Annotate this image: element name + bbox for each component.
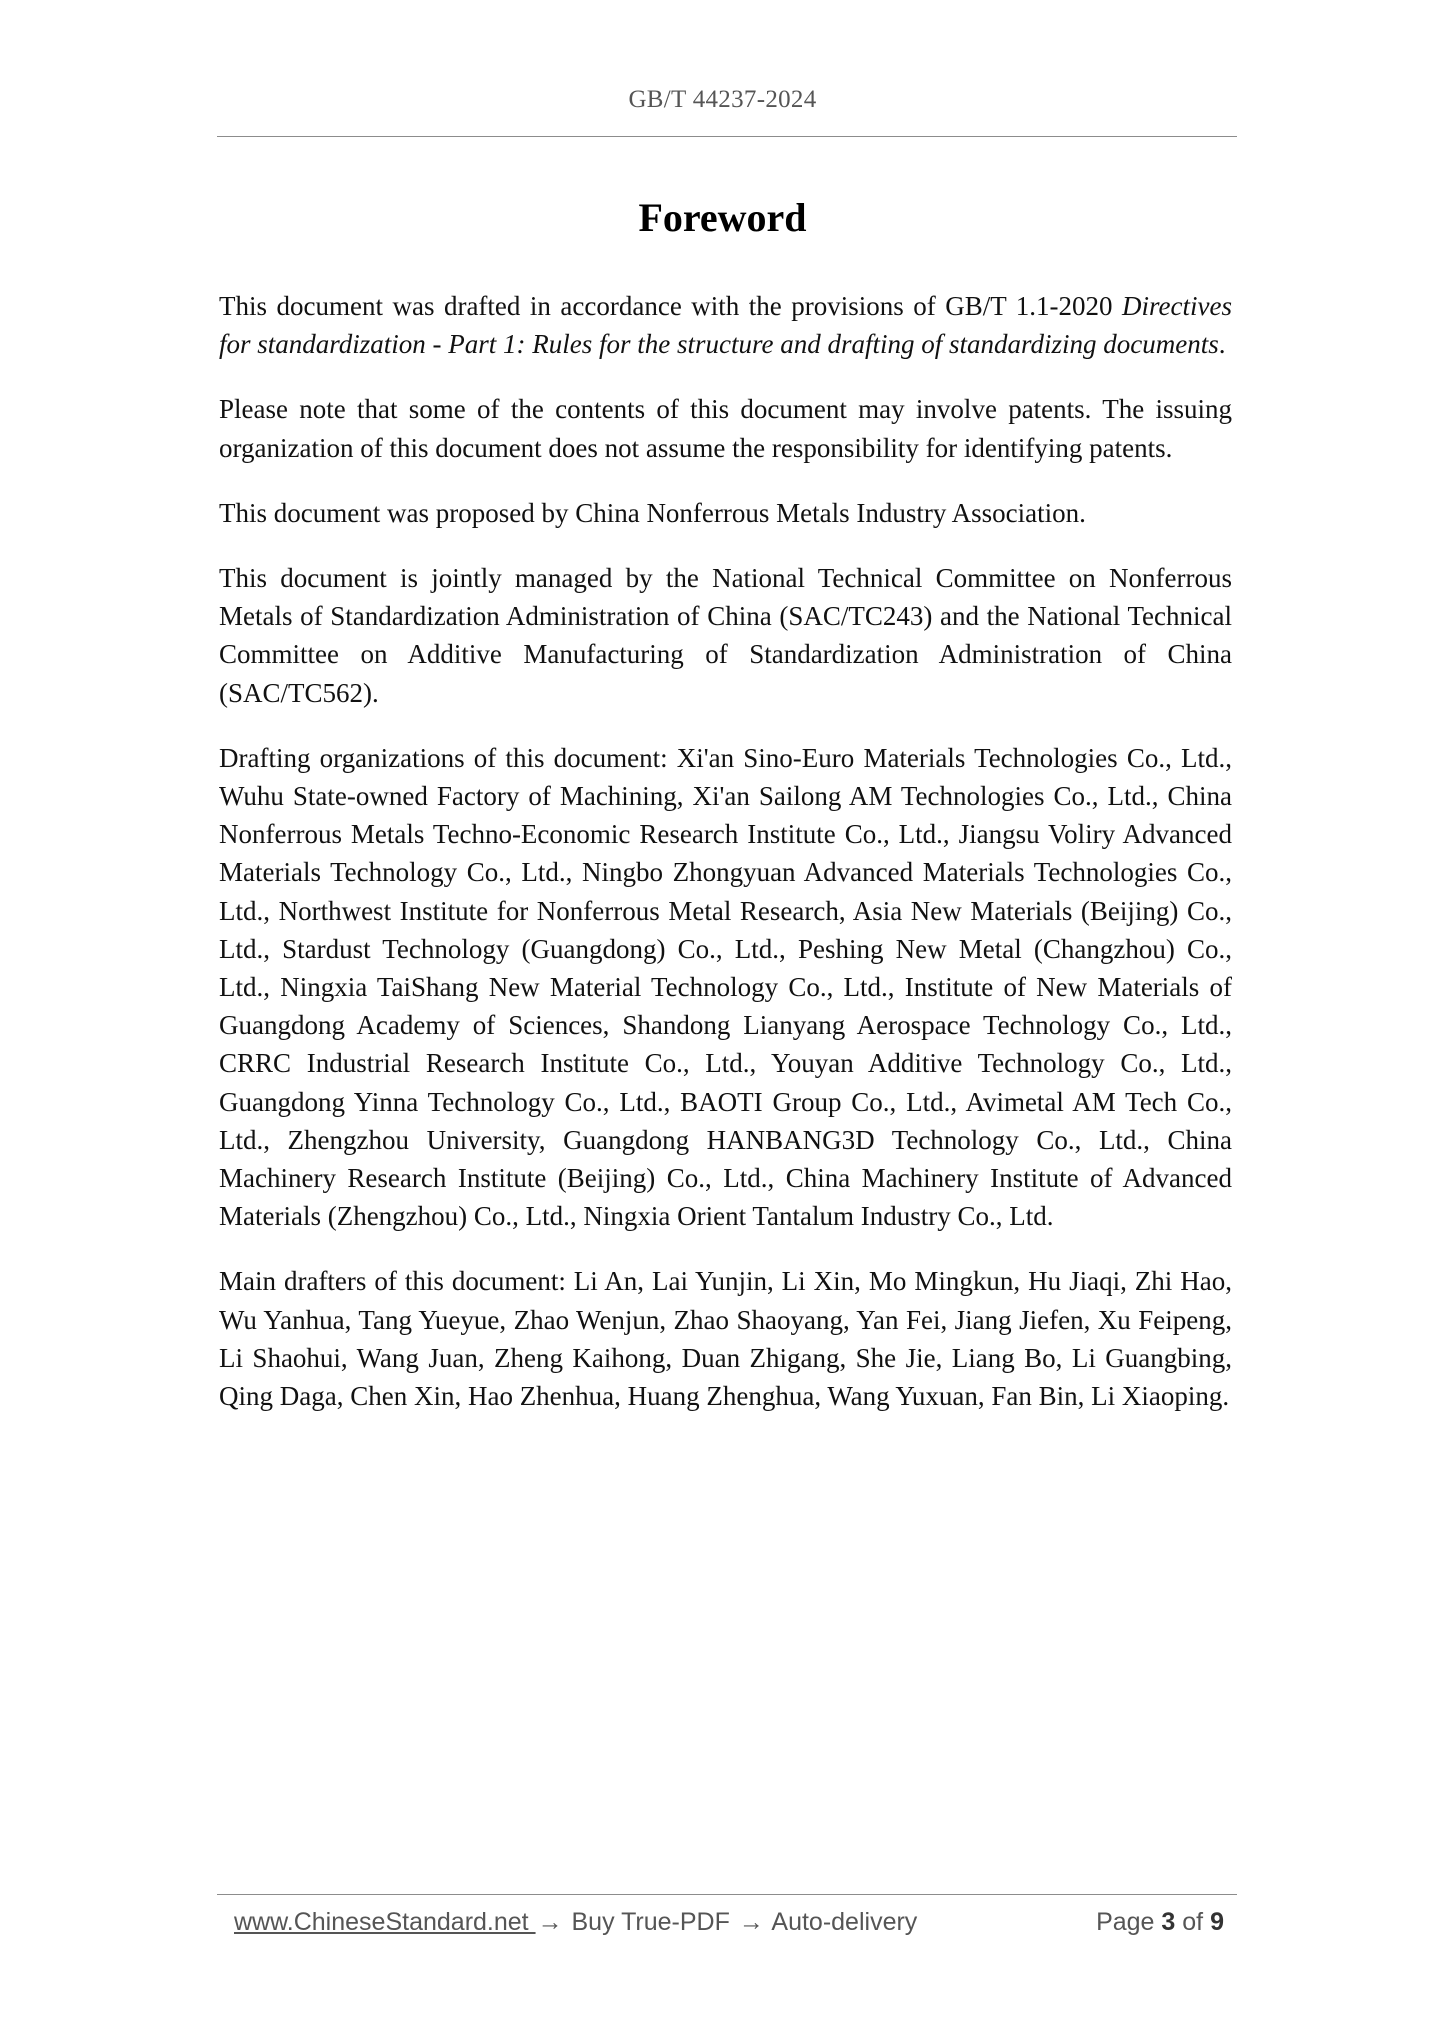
directive-title: Directives for standardization - Part 1: Rules for the structure and drafting of standardizing documents (219, 291, 1232, 360)
foreword-body (219, 287, 1232, 1442)
header-divider (217, 136, 1237, 137)
paragraph-patents: Please note that some of the contents of this document may involve patents. The issuing organization of this document does not assume the responsibility for identifying patents. (219, 394, 1232, 463)
footer-promo (234, 1908, 917, 1937)
current-page-number: 3 (1161, 1908, 1176, 1936)
website-link[interactable]: www.ChineseStandard.net (234, 1908, 536, 1936)
drafting-rules-end: . (1218, 329, 1226, 360)
document-code-header: GB/T 44237-2024 (628, 86, 817, 113)
paragraph-drafting-organizations: Drafting organizations of this document: Xi'an Sino-Euro Materials Technologies Co., Ltd., Wuhu State-owned Factory of Machining, Xi'an Sailong AM Technologies Co., Ltd., China Nonferrous Metals Techno-Economic Research Institute Co., Ltd., Jiangsu Voliry Advanced Materials Technology Co., Ltd., Ningbo Zhongyuan Advanced Materials Technologies Co., Ltd., Northwest Institute for Nonferrous Metal Research, Asia New Materials (Beijing) Co., Ltd., Stardust Technology (Guangdong) Co., Ltd., Peshing New Metal (Changzhou) Co., Ltd., Ningxia TaiShang New Material Technology Co., Ltd., Institute of New Materials of Guangdong Academy of Sciences, Shandong Lianyang Aerospace Technology Co., Ltd., CRRC Industrial Research Institute Co., Ltd., Youyan Additive Technology Co., Ltd., Guangdong Yinna Technology Co., Ltd., BAOTI Group Co., Ltd., Avimetal AM Tech Co., Ltd., Zhengzhou University, Guangdong HANBANG3D Technology Co., Ltd., China Machinery Research Institute (Beijing) Co., Ltd., China Machinery Institute of Advanced Materials (Zhengzhou) Co., Ltd., Ningxia Orient Tantalum Industry Co., Ltd. (219, 742, 1232, 1232)
paragraph-main-drafters: Main drafters of this document: Li An, Lai Yunjin, Li Xin, Mo Mingkun, Hu Jiaqi, Zhi Hao, Wu Yanhua, Tang Yueyue, Zhao Wenjun, Zhao Shaoyang, Yan Fei, Jiang Jiefen, Xu Feipeng, Li Shaohui, Wang Juan, Zheng Kaihong, Duan Zhigang, She Jie, Liang Bo, Li Guangbing, Qing Daga, Chen Xin, Hao Zhenhua, Huang Zhenghua, Wang Yuxuan, Fan Bin, Li Xiaoping. (219, 1266, 1232, 1412)
page-footer (234, 1908, 1224, 1948)
paragraph-drafting-rules (219, 287, 1232, 363)
drafting-rules-text: This document was drafted in accordance with the provisions of GB/T 1.1-2020 (219, 291, 1123, 321)
arrow-right-icon: → (537, 1908, 563, 1936)
page-title: Foreword (638, 195, 807, 240)
total-pages-number: 9 (1210, 1908, 1224, 1936)
paragraph-proposer: This document was proposed by China Nonferrous Metals Industry Association. (219, 497, 1086, 528)
footer-divider (217, 1894, 1237, 1895)
of-label: of (1182, 1908, 1204, 1936)
arrow-right-icon: → (738, 1908, 764, 1936)
auto-delivery-text: Auto-delivery (765, 1908, 918, 1936)
page-indicator (1096, 1908, 1224, 1937)
buy-pdf-text: Buy True-PDF (564, 1908, 737, 1936)
page-label: Page (1096, 1908, 1155, 1936)
paragraph-management: This document is jointly managed by the National Technical Committee on Nonferrous Metals of Standardization Administration of China (SAC/TC243) and the National Technical Committee on Additive Manufacturing of Standardization Administration of China (SAC/TC562). (219, 563, 1232, 708)
